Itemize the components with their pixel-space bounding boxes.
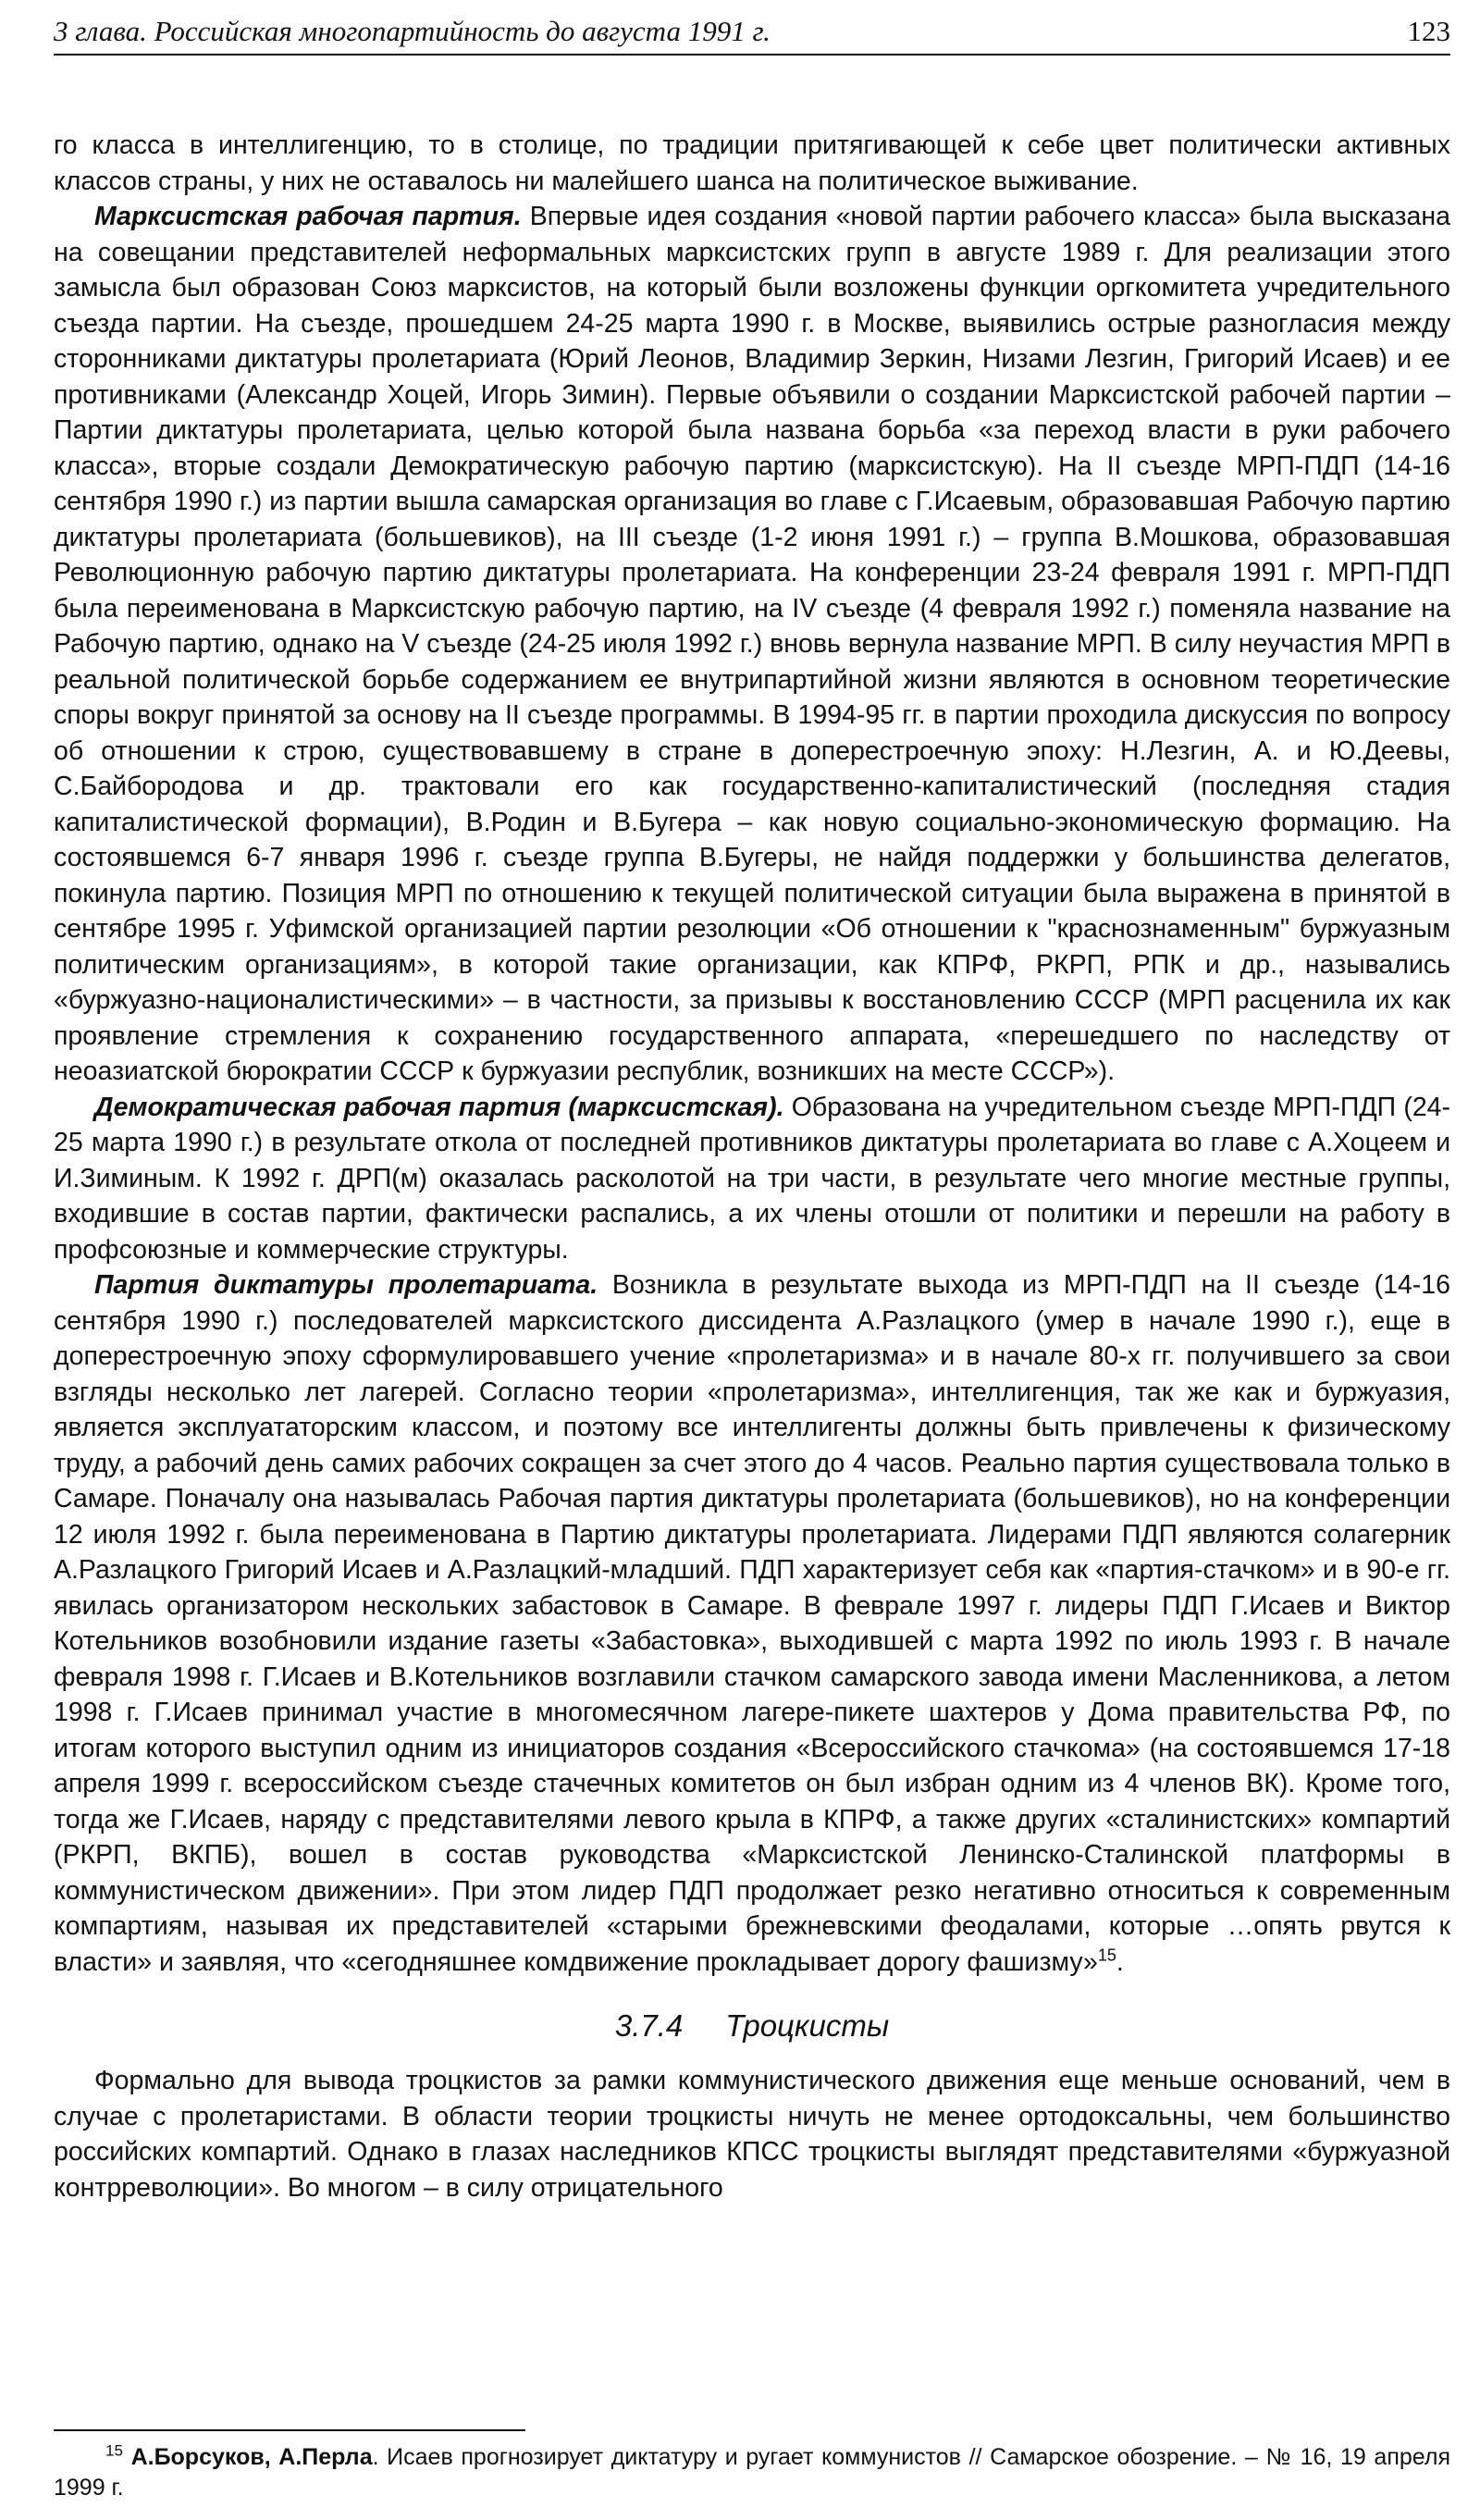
paragraph-text: Впервые идея создания «новой партии рабочего класса» была высказана на совещании представителей неформальных марксистских групп в августе 1989 г. Для реализации этого замысла был образован Союз марксистов, на который были возложены функции оргкомитета учредительного съезда партии. На съезде, прошедшем 24-25 марта 1990 г. в Москве, выявились острые разногласия между сторонниками диктатуры пролетариата (Юрий Леонов, Владимир Зеркин, Низами Лезгин, Григорий Исаев) и ее противниками (Александр Хоцей, Игорь Зимин). Первые объявили о создании Марксистской рабочей партии – Партии диктатуры пролетариата, целью которой была названа борьба «за переход власти в руки рабочего класса», вторые создали Демократическую рабочую партию (марксистскую). На II съезде МРП-ПДП (14-16 сентября 1990 г.) из партии вышла самарская организация во главе с Г.Исаевым, образовавшая Рабочую партию диктатуры пролетариата (большевиков), на III съезде (1-2 июня 1991 г.) – группа В.Мошкова, образовавшая Революционную рабочую партию диктатуры пролетариата. На конференции 23-24 февраля 1991 г. МРП-ПДП была переименована в Марксистскую рабочую партию, на IV съезде (4 февраля 1992 г.) поменяла название на Рабочую партию, однако на V съезде (24-25 июля 1992 г.) вновь вернула название МРП. В силу неучастия МРП в реальной политической борьбе содержанием ее внутрипартийной жизни являются в основном теоретические споры вокруг принятой за основу на II съезде программы. В 1994-95 гг. в партии проходила дискуссия по вопросу об отношении к строю, существовавшему в стране в доперестроечную эпоху: Н.Лезгин, А. и Ю.Деевы, С.Байбородова и др. трактовали его как государственно-капиталистический (последняя стадия капиталистической формации), В.Родин и В.Бугера – как новую социально-экономическую формацию. На состоявшемся 6-7 января 1996 г. съезде группа В.Бугеры, не найдя поддержки у большинства делегатов, покинула партию. Позиция МРП по отношению к текущей политической ситуации была выражена в принятой в сентябре 1995 г. Уфимской организацией партии резолюции «Об отношении к "краснознаменным" буржуазным политическим организациям», в которой такие организации, как КПРФ, РКРП, РПК и др., назывались «буржуазно-националистическими» – в частности, за призывы к восстановлению СССР (МРП расценила их как проявление стремления к сохранению государственного аппарата, «перешедшего по наследству от неоазиатской бюрократии СССР к буржуазии республик, возникших на месте СССР»).	[54, 202, 1450, 1086]
paragraph-text: Формально для вывода троцкистов за рамки коммунистического движения еще меньше оснований, чем в случае с пролетаристами. В области теории троцкисты ничуть не менее ортодоксальны, чем большинство российских компартий. Однако в глазах наследников КПСС троцкисты выглядят представителями «буржуазной контрреволюции». Во многом – в силу отрицательного	[54, 2066, 1450, 2203]
footnote-authors: А.Борсуков, А.Перла	[130, 2444, 373, 2470]
page-number: 123	[1407, 15, 1450, 47]
body-text	[54, 128, 1450, 2205]
run-in-heading-pdp: Партия диктатуры пролетариата.	[94, 1270, 598, 1300]
paragraph-mrp	[54, 199, 1450, 1090]
paragraph-text: Образована на учредительном съезде МРП-ПДП (24-25 марта 1990 г.) в результате откола от последней противников диктатуры пролетариата во главе с А.Хоцеем и И.Зиминым. К 1992 г. ДРП(м) оказалась расколотой на три части, в результате чего многие местные группы, входившие в состав партии, фактически распались, а их члены отошли от политики и перешли на работу в профсоюзные и коммерческие структуры.	[54, 1092, 1451, 1265]
paragraph-trotskyists	[54, 2063, 1450, 2205]
chapter-title: 3 глава. Российская многопартийность до августа 1991 г.	[54, 15, 771, 47]
footnote-reference[interactable]: 15	[1097, 1946, 1116, 1964]
section-title: Троцкисты	[725, 2008, 890, 2043]
section-number: 3.7.4	[614, 2008, 684, 2043]
document-page	[54, 0, 1450, 2520]
paragraph-drp	[54, 1090, 1450, 1268]
paragraph-continuation	[54, 128, 1450, 199]
footnote	[54, 2442, 1450, 2503]
footnote-separator	[54, 2429, 525, 2431]
paragraph-pdp	[54, 1267, 1450, 1980]
run-in-heading-mrp: Марксистская рабочая партия.	[94, 202, 522, 231]
running-header	[54, 13, 1450, 56]
footnote-number: 15	[105, 2441, 123, 2460]
paragraph-text: Возникла в результате выхода из МРП-ПДП на II съезде (14-16 сентября 1990 г.) последователей марксистского диссидента А.Разлацкого (умер в начале 1990 г.), еще в доперестроечную эпоху сформулировавшего учение «пролетаризма» и в начале 80-х гг. получившего за свои взгляды несколько лет лагерей. Согласно теории «пролетаризма», интеллигенция, так же как и буржуазия, является эксплуататорским классом, и поэтому все интеллигенты должны быть привлечены к физическому труду, а рабочий день самих рабочих сокращен за счет этого до 4 часов. Реально партия существовала только в Самаре. Поначалу она называлась Рабочая партия диктатуры пролетариата (большевиков), но на конференции 12 июля 1992 г. была переименована в Партию диктатуры пролетариата. Лидерами ПДП являются солагерник А.Разлацкого Григорий Исаев и А.Разлацкий-младший. ПДП характеризует себя как «партия-стачком» и в 90-е гг. явилась организатором нескольких забастовок в Самаре. В феврале 1997 г. лидеры ПДП Г.Исаев и Виктор Котельников возобновили издание газеты «Забастовка», выходившей с марта 1992 по июль 1993 г. В начале февраля 1998 г. Г.Исаев и В.Котельников возглавили стачком самарского завода имени Масленникова, а летом 1998 г. Г.Исаев принимал участие в многомесячном лагере-пикете шахтеров у Дома правительства РФ, по итогам которого выступил одним из инициаторов создания «Всероссийского стачкома» (на состоявшемся 17-18 апреля 1999 г. всероссийском съезде стачечных комитетов он был избран одним из 4 членов ВК). Кроме того, тогда же Г.Исаев, наряду с представителями левого крыла в КПРФ, а также других «сталинистских» компартий (РКРП, ВКПБ), вошел в состав руководства «Марксистской Ленинско-Сталинской платформы в коммунистическом движении». При этом лидер ПДП продолжает резко негативно относиться к современным компартиям, называя их представителей «старыми брежневскими феодалами, которые …опять рвутся к власти» и заявляя, что «сегодняшнее комдвижение прокладывает дорогу фашизму»	[54, 1270, 1450, 1977]
paragraph-text: го класса в интеллигенцию, то в столице, по традиции притягивающей к себе цвет политически активных классов страны, у них не оставалось ни малейшего шанса на политическое выживание.	[54, 130, 1450, 196]
run-in-heading-drp: Демократическая рабочая партия (марксистская).	[94, 1092, 784, 1122]
paragraph-end: .	[1116, 1946, 1124, 1977]
footnote-text: . Исаев прогнозирует диктатуру и ругает коммунистов // Самарское обозрение. – № 16, 19 апреля 1999 г.	[54, 2444, 1450, 2501]
section-heading	[54, 2007, 1450, 2044]
